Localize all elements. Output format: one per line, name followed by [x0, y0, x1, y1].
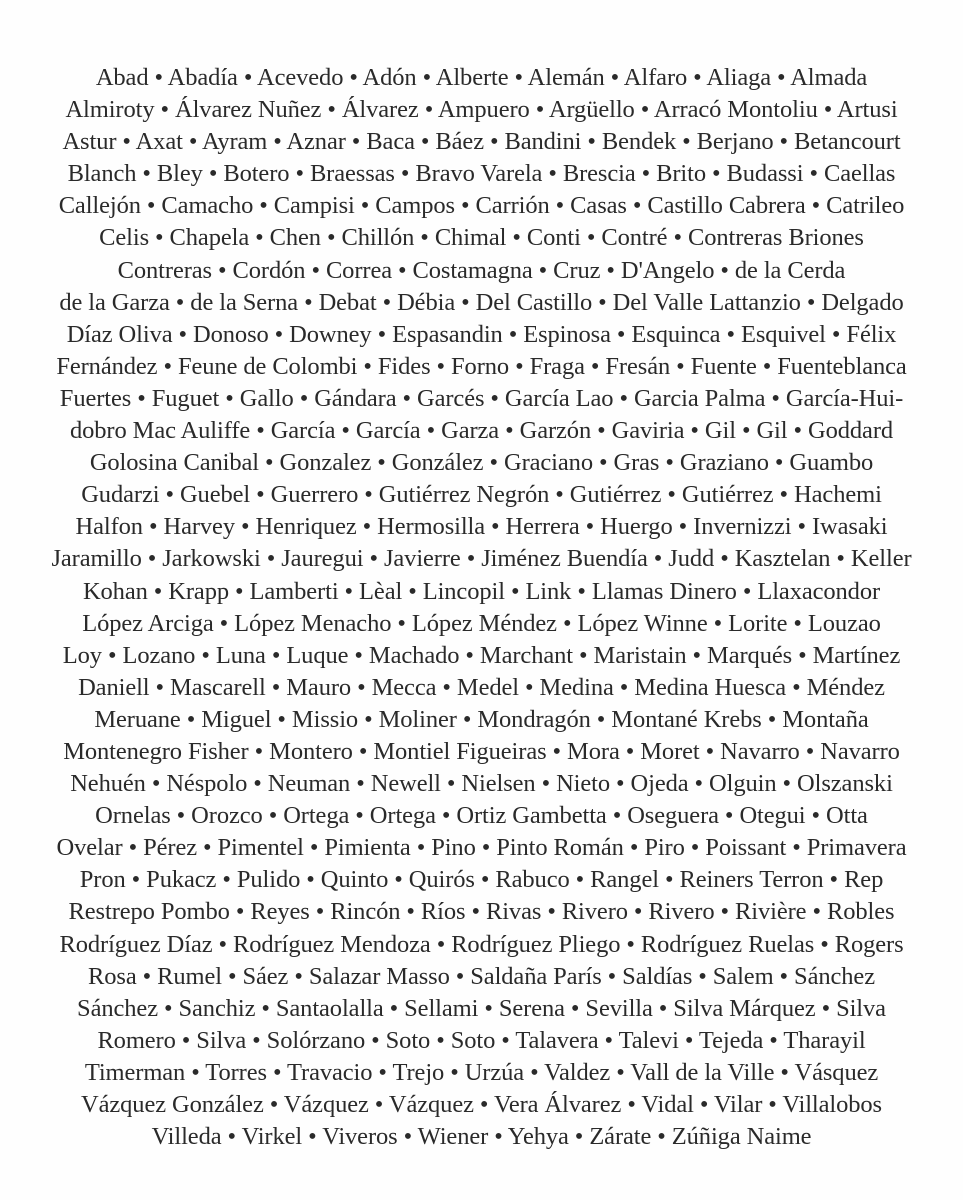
name-line: Rodríguez Díaz • Rodríguez Mendoza • Rodríguez Pliego • Rodríguez Ruelas • Rogers — [59, 930, 904, 958]
name-line: Villeda • Virkel • Viveros • Wiener • Yehya • Zárate • Zúñiga Naime — [151, 1123, 812, 1151]
name-line: Abad • Abadía • Acevedo • Adón • Alberte • Alemán • Alfaro • Aliaga • Almada — [95, 64, 868, 91]
name-line: López Arciga • López Menacho • López Méndez • López Winne • Lorite • Louzao — [82, 609, 881, 637]
name-line: Pron • Pukacz • Pulido • Quinto • Quirós • Rabuco • Rangel • Reiners Terron • Rep — [79, 866, 884, 894]
name-line: Jaramillo • Jarkowski • Jauregui • Javierre • Jiménez Buendía • Judd • Kasztelan • Keller — [51, 545, 912, 573]
name-line: Contreras • Cordón • Correa • Costamagna • Cruz • D'Angelo • de la Cerda — [117, 256, 846, 284]
name-line: Ovelar • Pérez • Pimentel • Pimienta • Pino • Pinto Román • Piro • Poissant • Primavera — [56, 834, 907, 862]
name-list — [30, 62, 933, 1153]
name-line: Kohan • Krapp • Lamberti • Lèal • Lincopil • Link • Llamas Dinero • Llaxacondor — [82, 577, 881, 605]
name-line: de la Garza • de la Serna • Debat • Débia • Del Castillo • Del Valle Lattanzio • Delgado — [59, 288, 904, 316]
name-line: Díaz Oliva • Donoso • Downey • Espasandin • Espinosa • Esquinca • Esquivel • Félix — [66, 320, 897, 348]
name-line: Meruane • Miguel • Missio • Moliner • Mondragón • Montané Krebs • Montaña — [94, 705, 869, 733]
name-line: Golosina Canibal • Gonzalez • González • Graciano • Gras • Graziano • Guambo — [89, 449, 874, 477]
name-line: Celis • Chapela • Chen • Chillón • Chimal • Conti • Contré • Contreras Briones — [99, 224, 864, 252]
name-line: Loy • Lozano • Luna • Luque • Machado • Marchant • Maristain • Marqués • Martínez — [62, 641, 901, 669]
name-line: dobro Mac Auliffe • García • García • Garza • Garzón • Gaviria • Gil • Gil • Goddard — [69, 417, 894, 445]
name-line: Rosa • Rumel • Sáez • Salazar Masso • Saldaña París • Saldías • Salem • Sánchez — [88, 962, 875, 990]
name-line: Astur • Axat • Ayram • Aznar • Baca • Báez • Bandini • Bendek • Berjano • Betancourt — [62, 128, 901, 156]
name-line: Daniell • Mascarell • Mauro • Mecca • Medel • Medina • Medina Huesca • Méndez — [78, 673, 885, 701]
name-line: Fernández • Feune de Colombi • Fides • Forno • Fraga • Fresán • Fuente • Fuenteblanca — [56, 352, 907, 380]
name-line: Blanch • Bley • Botero • Braessas • Bravo Varela • Brescia • Brito • Budassi • Caellas — [67, 160, 896, 188]
name-line: Timerman • Torres • Travacio • Trejo • Urzúa • Valdez • Vall de la Ville • Vásquez — [84, 1058, 879, 1086]
name-line: Nehuén • Néspolo • Neuman • Newell • Nielsen • Nieto • Ojeda • Olguin • Olszanski — [70, 770, 893, 798]
name-line: Fuertes • Fuguet • Gallo • Gándara • Garcés • García Lao • Garcia Palma • García-Hui- — [59, 384, 904, 412]
name-line: Restrepo Pombo • Reyes • Rincón • Ríos • Rivas • Rivero • Rivero • Rivière • Robles — [68, 898, 895, 926]
name-line: Almiroty • Álvarez Nuñez • Álvarez • Ampuero • Argüello • Arracó Montoliu • Artusi — [65, 96, 898, 124]
name-line: Montenegro Fisher • Montero • Montiel Figueiras • Mora • Moret • Navarro • Navarro — [63, 737, 900, 765]
name-line: Halfon • Harvey • Henriquez • Hermosilla • Herrera • Huergo • Invernizzi • Iwasaki — [75, 513, 888, 541]
name-line: Vázquez González • Vázquez • Vázquez • Vera Álvarez • Vidal • Vilar • Villalobos — [81, 1091, 882, 1118]
name-line: Romero • Silva • Solórzano • Soto • Soto • Talavera • Talevi • Tejeda • Tharayil — [97, 1026, 866, 1054]
name-line: Callejón • Camacho • Campisi • Campos • Carrión • Casas • Castillo Cabrera • Catrileo — [58, 192, 905, 220]
name-line: Sánchez • Sanchiz • Santaolalla • Sellami • Serena • Sevilla • Silva Márquez • Silva — [77, 994, 886, 1022]
name-line: Gudarzi • Guebel • Guerrero • Gutiérrez Negrón • Gutiérrez • Gutiérrez • Hachemi — [81, 481, 882, 509]
name-line: Ornelas • Orozco • Ortega • Ortega • Ortiz Gambetta • Oseguera • Otegui • Otta — [95, 802, 868, 830]
